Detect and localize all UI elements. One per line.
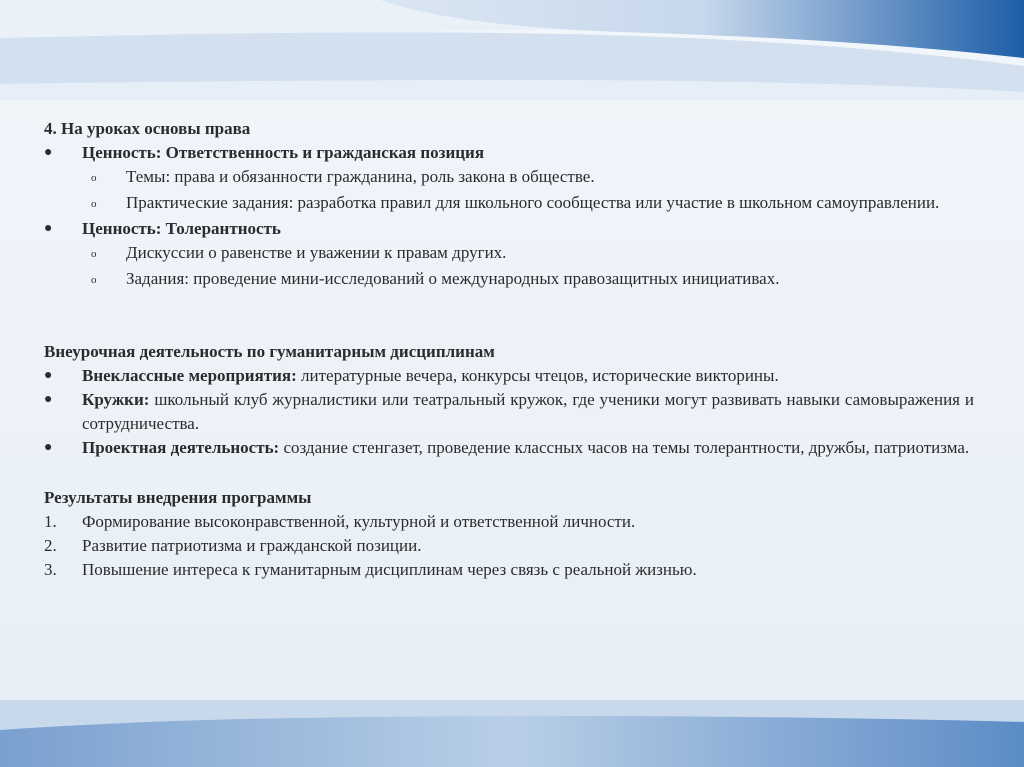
- numbered-item: [44, 558, 974, 582]
- item-label: Кружки:: [82, 390, 150, 409]
- bullet-icon: ●: [44, 145, 53, 160]
- value-title: Ценность: Толерантность: [82, 219, 281, 238]
- sub-item-text: Темы: права и обязанности гражданина, роль закона в обществе.: [126, 167, 595, 186]
- bullet-item: [44, 141, 974, 165]
- value-title: Ценность: Ответственность и гражданская позиция: [82, 143, 485, 162]
- section-heading: Результаты внедрения программы: [44, 488, 312, 507]
- sub-item: [44, 165, 974, 191]
- slide-content: [44, 117, 974, 582]
- bullet-icon: ●: [44, 221, 53, 236]
- section-extracurricular: [44, 340, 974, 460]
- bullet-item: [44, 436, 974, 460]
- item-text: школьный клуб журналистики или театральный кружок, где ученики могут развивать навыки самовыражения и сотрудничества.: [82, 390, 974, 433]
- item-number: 2.: [44, 536, 57, 555]
- section-heading: Внеурочная деятельность по гуманитарным дисциплинам: [44, 342, 495, 361]
- item-text: литературные вечера, конкурсы чтецов, исторические викторины.: [296, 366, 779, 385]
- sub-item: [44, 267, 974, 293]
- item-text: Формирование высоконравственной, культурной и ответственной личности.: [82, 512, 636, 531]
- item-label: Проектная деятельность:: [82, 438, 280, 457]
- sub-item: [44, 241, 974, 267]
- item-text: Развитие патриотизма и гражданской позиции.: [82, 536, 422, 555]
- sub-item-text: Дискуссии о равенстве и уважении к правам других.: [126, 243, 507, 262]
- sub-item-text: Практические задания: разработка правил для школьного сообщества или участие в школьном самоуправлении.: [126, 193, 940, 212]
- sub-item-text: Задания: проведение мини-исследований о международных правозащитных инициативах.: [126, 269, 780, 288]
- bullet-item: [44, 217, 974, 241]
- sub-bullet-icon: o: [91, 172, 97, 184]
- item-number: 1.: [44, 512, 57, 531]
- section-results: [44, 486, 974, 582]
- section-law: [44, 117, 974, 293]
- item-label: Внеклассные мероприятия:: [82, 366, 297, 385]
- sub-item: [44, 191, 974, 217]
- numbered-item: [44, 534, 974, 558]
- sub-bullet-icon: o: [91, 248, 97, 260]
- item-text: Повышение интереса к гуманитарным дисциплинам через связь с реальной жизнью.: [82, 560, 697, 579]
- sub-bullet-icon: o: [91, 198, 97, 210]
- sub-bullet-icon: o: [91, 274, 97, 286]
- bullet-item: [44, 388, 974, 436]
- bullet-icon: ●: [44, 368, 53, 383]
- bullet-item: [44, 364, 974, 388]
- item-text: создание стенгазет, проведение классных часов на темы толерантности, дружбы, патриотизма.: [279, 438, 970, 457]
- bullet-icon: ●: [44, 392, 53, 407]
- section-heading: 4. На уроках основы права: [44, 119, 251, 138]
- bullet-icon: ●: [44, 440, 53, 455]
- numbered-item: [44, 510, 974, 534]
- item-number: 3.: [44, 560, 57, 579]
